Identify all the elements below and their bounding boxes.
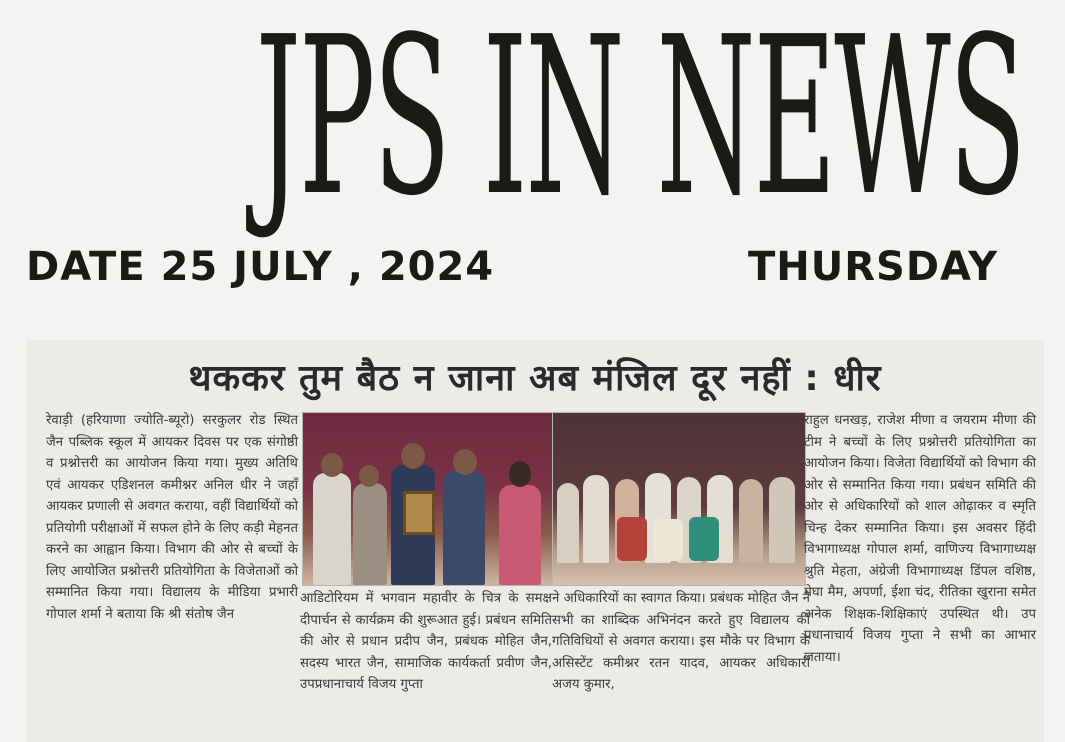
- person-figure: [583, 475, 609, 563]
- group-photo: [552, 412, 806, 586]
- person-head: [453, 449, 477, 475]
- publication-date: DATE 25 JULY , 2024: [26, 244, 495, 290]
- person-head: [321, 453, 343, 477]
- article-column-3: ने अधिकारियों का स्वागत किया। प्रबंधक मोहित जैन ने सभी का शाब्दिक अभिनंदन करते हुए विद्यालय की गतिविधियों से अवगत कराया। इस मौके पर विभाग के असिस्टेंट कमीश्नर रतन यादव, आयकर अधिकारी अजय कुमार,: [552, 591, 810, 692]
- article-column-2: आडिटोरियम में भगवान महावीर के चित्र के समक्ष दीपार्चन से कार्यक्रम की शुरूआत हुई। प्रबंधन समिति की ओर से प्रधान प्रदीप जैन, प्रबंधक मोहित जैन, सदस्य भारत जैन, सामाजिक कार्यकर्ता प्रवीण जैन, उपप्रधानाचार्य विजय गुप्ता: [300, 591, 552, 692]
- newspaper-clipping: [26, 340, 1044, 742]
- person-figure: [499, 485, 541, 585]
- award-ceremony-photo: [302, 412, 556, 586]
- person-figure: [313, 473, 351, 585]
- publication-day: THURSDAY: [748, 244, 999, 290]
- seated-student: [653, 519, 683, 561]
- seated-student: [617, 517, 647, 561]
- person-figure: [353, 483, 387, 585]
- article-headline: थककर तुम बैठ न जाना अब मंजिल दूर नहीं : धीर: [188, 358, 882, 399]
- person-figure: [557, 483, 579, 563]
- masthead-title: JPS IN NEWS: [255, 0, 1025, 244]
- article-column-1: रेवाड़ी (हरियाणा ज्योति-ब्यूरो) सरकुलर रोड स्थित जैन पब्लिक स्कूल में आयकर दिवस पर एक संगोष्ठी व प्रश्नोत्तरी का आयोजन किया गया। मुख्य अतिथि एवं आयकर एडिशनल कमीश्नर अनिल धीर ने जहाँ आयकर प्रणाली से अवगत कराया, वहीं विद्यार्थियों को प्रतियोगी परीक्षाओं में सफल होने के लिए कड़ी मेहनत करने का आह्वान किया। विभाग की ओर से बच्चों के लिए आयोजित प्रश्नोत्तरी प्रतियोगिता के विजेताओं को सम्मानित किया गया। विद्यालय के मीडिया प्रभारी गोपाल शर्मा ने बताया कि श्री संतोष जैन: [46, 413, 298, 622]
- person-head: [509, 461, 531, 487]
- person-head: [401, 443, 425, 469]
- person-head: [359, 465, 379, 487]
- seated-student: [689, 517, 719, 561]
- person-figure: [443, 471, 485, 585]
- person-figure: [769, 477, 795, 563]
- article-column-4: राहुल धनखड़, राजेश मीणा व जयराम मीणा की टीम ने बच्चों के लिए प्रश्नोत्तरी प्रतियोगिता का आयोजन किया। विजेता विद्यार्थियों को विभाग की ओर से सम्मानित किया गया। प्रबंधन समिति की ओर से अधिकारियों को शाल ओढ़ाकर व स्मृति चिन्ह देकर सम्मानित किया। इस अवसर हिंदी विभागाध्यक्ष गोपाल शर्मा, वाणिज्य विभागाध्यक्ष श्रुति मेहता, अंग्रेजी विभागाध्यक्ष डिंपल वशिष्ठ, मेघा मैम, अपर्णा, ईशा चंद, रीतिका खुराना समेत अनेक शिक्षक-शिक्षिकाएं उपस्थित थी। उप प्रधानाचार्य विजय गुप्ता ने सभी का आभार जताया।: [804, 413, 1036, 665]
- person-figure: [739, 479, 763, 563]
- masthead: [0, 0, 1065, 244]
- memento-frame: [403, 491, 435, 535]
